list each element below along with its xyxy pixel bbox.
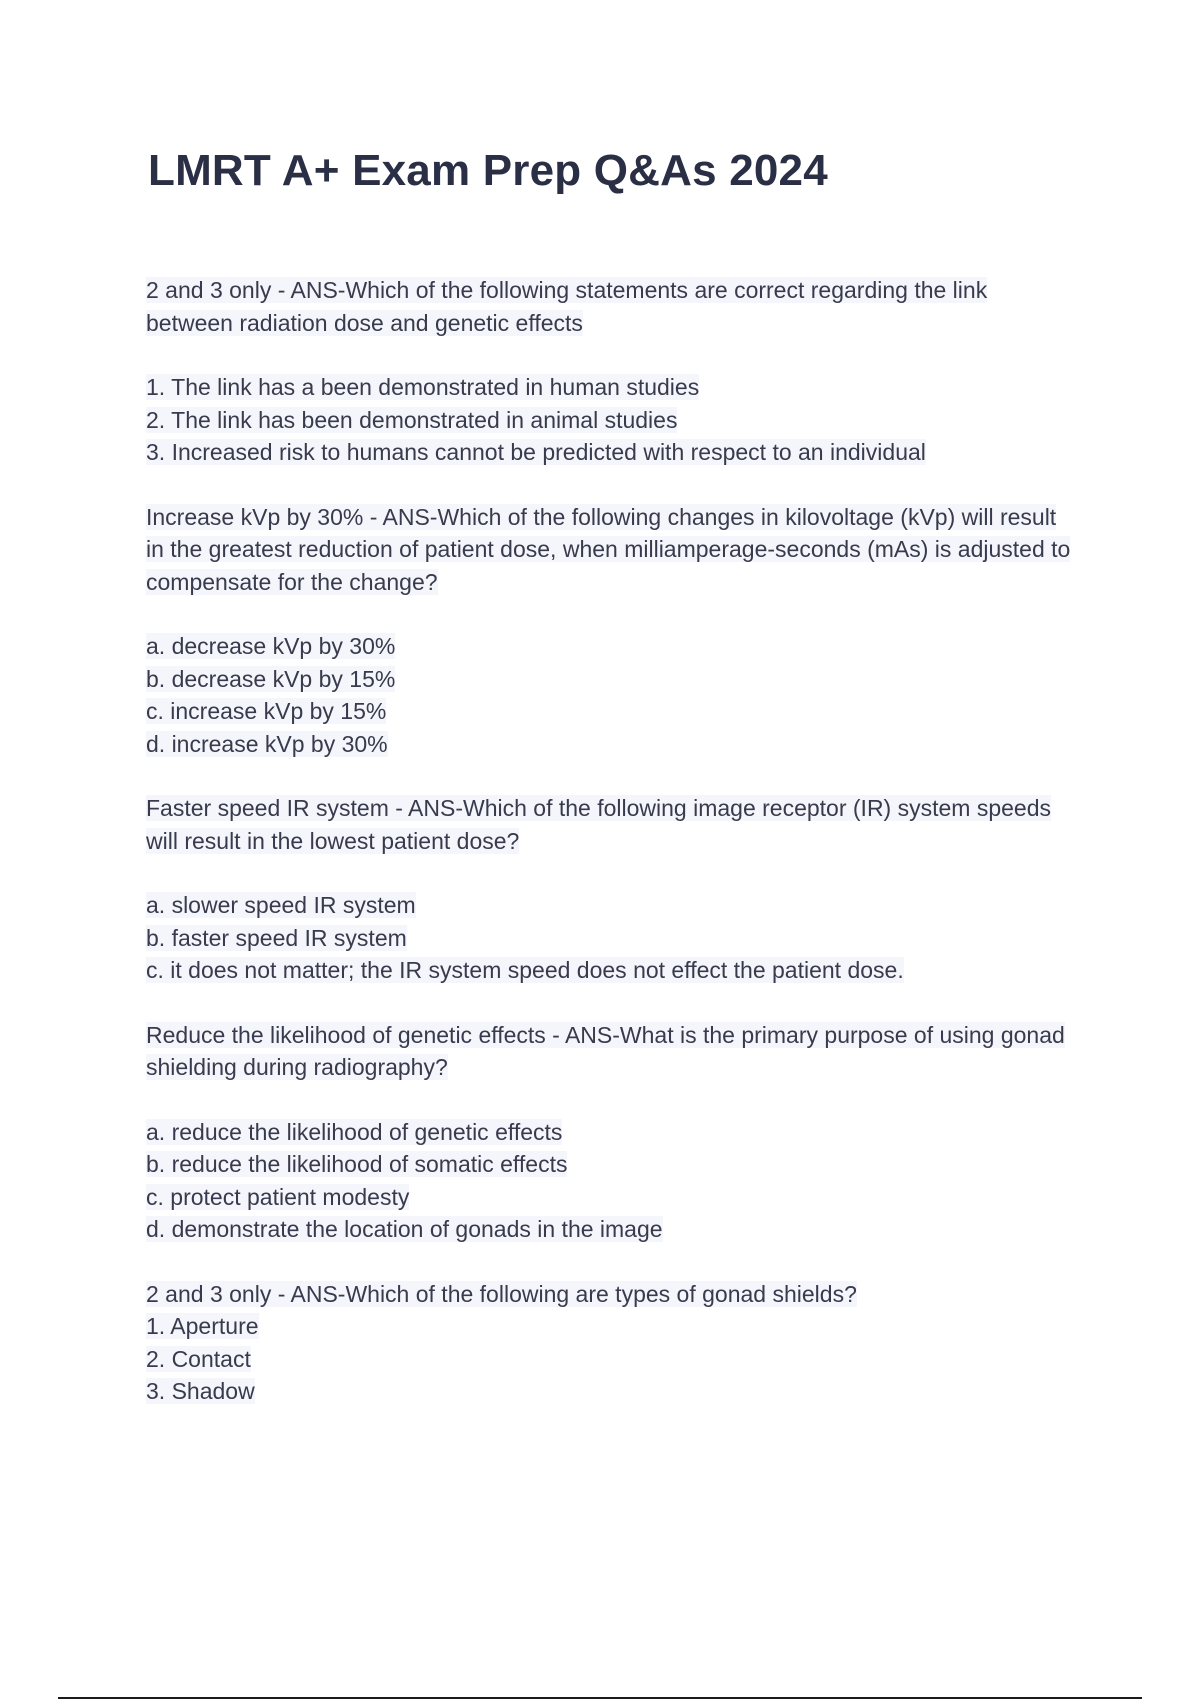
option-4-1: a. reduce the likelihood of genetic effects <box>146 1118 563 1145</box>
option-1-2: 2. The link has been demonstrated in animal studies <box>146 406 678 433</box>
option-3-3: c. it does not matter; the IR system speed does not effect the patient dose. <box>146 957 904 983</box>
question-block-2 <box>146 501 1076 761</box>
option-5-2: 2. Contact <box>146 1345 251 1372</box>
list-item <box>146 1343 1076 1376</box>
question-text <box>146 1019 1076 1084</box>
question-text <box>146 1278 1076 1311</box>
list-item <box>146 728 1076 761</box>
option-2-2: b. decrease kVp by 15% <box>146 665 396 692</box>
list-item <box>146 889 1076 922</box>
list-item <box>146 1375 1076 1408</box>
question-4-text: Reduce the likelihood of genetic effects - ANS-What is the primary purpose of using gonad shielding during radiography? <box>146 1021 1065 1080</box>
option-1-1: 1. The link has a been demonstrated in human studies <box>146 374 700 400</box>
list-item <box>146 1310 1076 1343</box>
answer-options <box>146 371 1076 469</box>
question-text <box>146 274 1076 339</box>
list-item <box>146 436 1076 469</box>
document-content <box>146 274 1076 1440</box>
question-block-3 <box>146 792 1076 987</box>
answer-options <box>146 1116 1076 1246</box>
list-item <box>146 1181 1076 1214</box>
document-title: LMRT A+ Exam Prep Q&As 2024 <box>148 146 828 195</box>
option-5-1: 1. Aperture <box>146 1313 259 1339</box>
list-item <box>146 404 1076 437</box>
list-item <box>146 954 1076 987</box>
list-item <box>146 371 1076 404</box>
list-item <box>146 1213 1076 1246</box>
question-block-5 <box>146 1278 1076 1408</box>
question-5-text: 2 and 3 only - ANS-Which of the following are types of gonad shields? <box>146 1280 857 1307</box>
list-item <box>146 663 1076 696</box>
answer-options <box>146 889 1076 987</box>
page-footer-divider <box>58 1697 1142 1699</box>
option-4-3: c. protect patient modesty <box>146 1183 410 1210</box>
question-block-4 <box>146 1019 1076 1246</box>
answer-options <box>146 630 1076 760</box>
option-3-2: b. faster speed IR system <box>146 924 407 951</box>
option-2-1: a. decrease kVp by 30% <box>146 633 396 659</box>
list-item <box>146 630 1076 663</box>
list-item <box>146 1148 1076 1181</box>
answer-options <box>146 1310 1076 1408</box>
question-text <box>146 501 1076 599</box>
question-1-text: 2 and 3 only - ANS-Which of the following statements are correct regarding the link between radiation dose and genetic effects <box>146 277 988 336</box>
option-1-3: 3. Increased risk to humans cannot be predicted with respect to an individual <box>146 439 926 465</box>
question-block-1 <box>146 274 1076 469</box>
question-2-text: Increase kVp by 30% - ANS-Which of the following changes in kilovoltage (kVp) will result in the greatest reduction of patient dose, when milliamperage-seconds (mAs) is adjusted to compensate for the change? <box>146 503 1071 595</box>
option-4-2: b. reduce the likelihood of somatic effects <box>146 1151 568 1177</box>
option-2-4: d. increase kVp by 30% <box>146 730 388 757</box>
option-3-1: a. slower speed IR system <box>146 892 416 918</box>
list-item <box>146 922 1076 955</box>
question-3-text: Faster speed IR system - ANS-Which of the following image receptor (IR) system speeds will result in the lowest patient dose? <box>146 795 1051 854</box>
option-2-3: c. increase kVp by 15% <box>146 698 387 724</box>
list-item <box>146 1116 1076 1149</box>
option-5-3: 3. Shadow <box>146 1378 255 1404</box>
question-text <box>146 792 1076 857</box>
option-4-4: d. demonstrate the location of gonads in the image <box>146 1216 663 1242</box>
list-item <box>146 695 1076 728</box>
